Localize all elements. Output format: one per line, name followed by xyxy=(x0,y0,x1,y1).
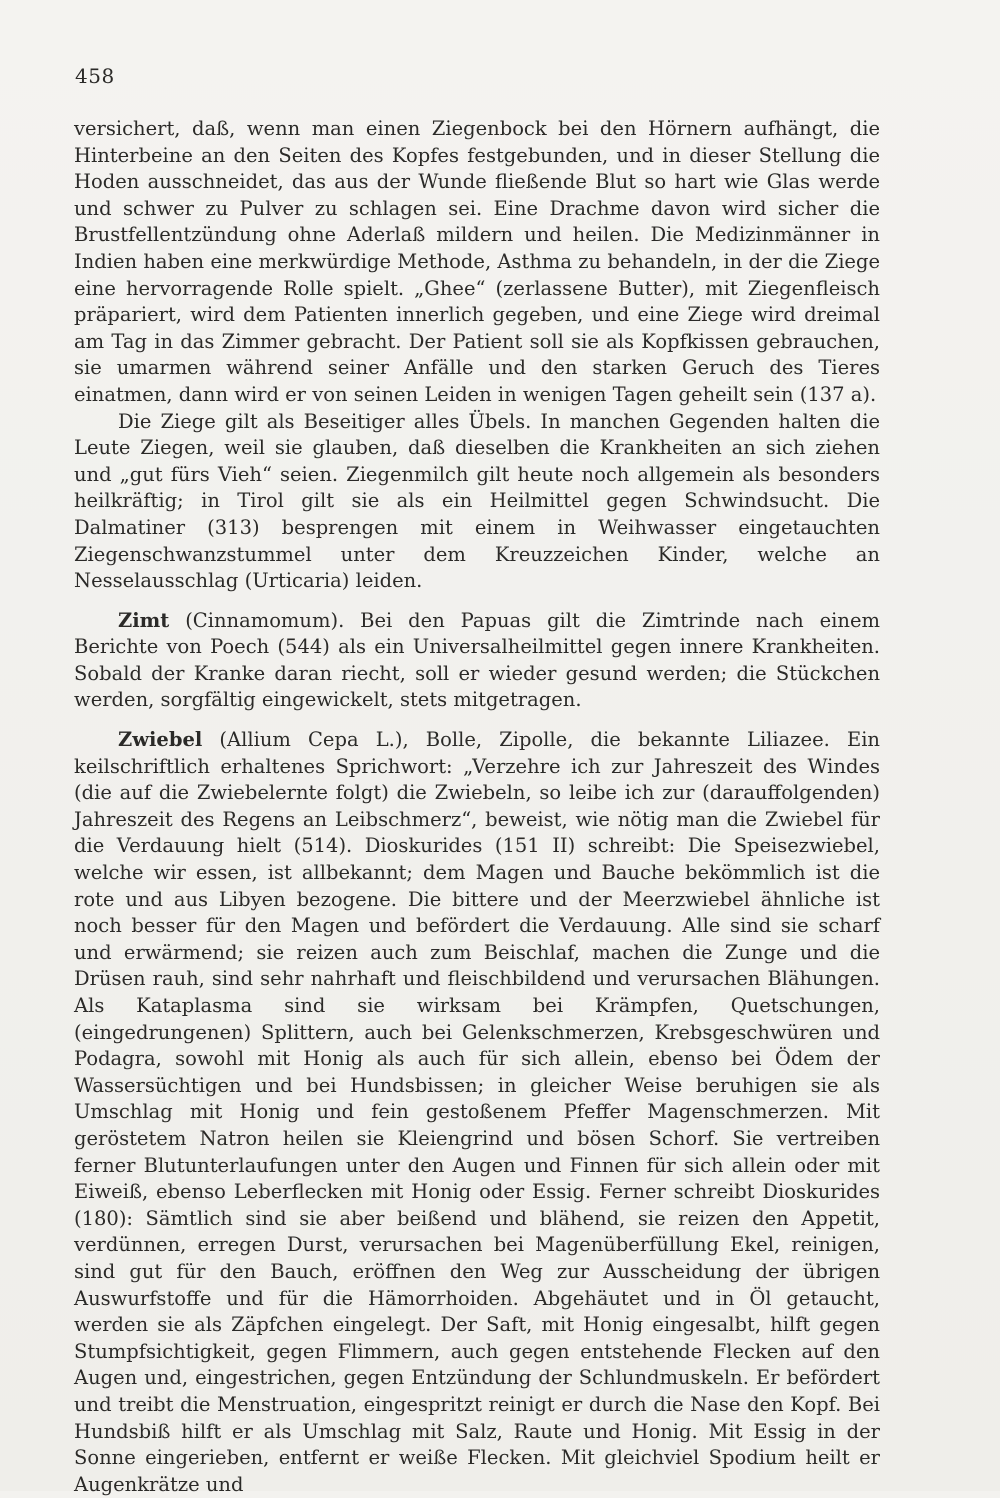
body-text xyxy=(74,116,880,1498)
paragraph-goat-remedy: versichert, daß, wenn man einen Ziegenbock bei den Hörnern aufhängt, die Hinterbeine an den Seiten des Kopfes festgebunden, und in dieser Stellung die Hoden ausschneidet, das aus der Wunde fließende Blut so hart wie Glas werde und schwer zu Pulver zu schlagen sei. Eine Drachme davon wird sicher die Brustfellentzündung ohne Aderlaß mildern und heilen. Die Medizinmänner in Indien haben eine merkwürdige Methode, Asthma zu behandeln, in der die Ziege eine hervorragende Rolle spielt. „Ghee“ (zerlassene Butter), mit Ziegenfleisch präpariert, wird dem Patienten innerlich gegeben, und eine Ziege wird dreimal am Tag in das Zimmer gebracht. Der Patient soll sie als Kopfkissen gebrauchen, sie umarmen während seiner Anfälle und den starken Geruch des Tieres einatmen, dann wird er von seinen Leiden in wenigen Tagen geheilt sein (137 a). xyxy=(74,117,880,406)
entry-heading-zimt: Zimt xyxy=(118,608,170,632)
page-number: 458 xyxy=(75,64,115,88)
entry-zimt xyxy=(74,608,880,714)
paragraph-goat-beliefs: Die Ziege gilt als Beseitiger alles Übels. In manchen Gegenden halten die Leute Ziegen, weil sie glauben, daß dieselben die Krankheiten an sich ziehen und „gut fürs Vieh“ seien. Ziegenmilch gilt heute noch allgemein als besonders heilkräftig; in Tirol gilt sie als ein Heilmittel gegen Schwindsucht. Die Dalmatiner (313) besprengen mit einem in Weihwasser eingetauchten Ziegenschwanzstummel unter dem Kreuzzeichen Kinder, welche an Nesselausschlag (Urticaria) leiden. xyxy=(74,409,880,593)
entry-text-zimt: (Cinnamomum). Bei den Papuas gilt die Zimtrinde nach einem Berichte von Poech (544) als ein Universalheilmittel gegen innere Krankheiten. Sobald der Kranke daran riecht, soll er wieder gesund werden; die Stückchen werden, sorgfältig eingewickelt, stets mitgetragen. xyxy=(74,608,880,712)
entry-zwiebel xyxy=(74,727,880,1498)
entry-text-zwiebel: (Allium Cepa L.), Bolle, Zipolle, die bekannte Liliazee. Ein keilschriftlich erhaltenes Sprichwort: „Verzehre ich zur Jahreszeit des Windes (die auf die Zwiebelernte folgt) die Zwiebeln, so leibe ich zur (darauffolgenden) Jahreszeit des Regens an Leibschmerz“, beweist, wie nötig man die Zwiebel für die Verdauung hielt (514). Dioskurides (151 II) schreibt: Die Speisezwiebel, welche wir essen, ist allbekannt; dem Magen und Bauche bekömmlich ist die rote und aus Libyen bezogene. Die bittere und der Meerzwiebel ähnliche ist noch besser für den Magen und befördert die Verdauung. Alle sind sie scharf und erwärmend; sie reizen auch zum Beischlaf, machen die Zunge und die Drüsen rauh, sind sehr nahrhaft und fleischbildend und verursachen Blähungen. Als Kataplasma sind sie wirksam bei Krämpfen, Quetschungen, (eingedrungenen) Splittern, auch bei Gelenkschmerzen, Krebsgeschwüren und Podagra, sowohl mit Honig als auch für sich allein, ebenso bei Ödem der Wassersüchtigen und bei Hundsbissen; in gleicher Weise beruhigen sie als Umschlag mit Honig und fein gestoßenem Pfeffer Magenschmerzen. Mit geröstetem Natron heilen sie Kleiengrind und bösen Schorf. Sie vertreiben ferner Blutunterlaufungen unter den Augen und Finnen für sich allein oder mit Eiweiß, ebenso Leberflecken mit Honig oder Essig. Ferner schreibt Dioskurides (180): Sämtlich sind sie aber beißend und blähend, sie reizen den Appetit, verdünnen, erregen Durst, verursachen bei Magenüberfüllung Ekel, reinigen, sind gut für den Bauch, eröffnen den Weg zur Ausscheidung der übrigen Auswurfstoffe und für die Hämorrhoiden. Abgehäutet und in Öl getaucht, werden sie als Zäpfchen eingelegt. Der Saft, mit Honig eingesalbt, hilft gegen Stumpfsichtigkeit, gegen Flimmern, auch gegen entstehende Flecken auf den Augen und, eingestrichen, gegen Entzündung der Schlundmuskeln. Er befördert und treibt die Menstruation, eingespritzt reinigt er durch die Nase den Kopf. Bei Hundsbiß hilft er als Umschlag mit Salz, Raute und Honig. Mit Essig in der Sonne eingerieben, entfernt er weiße Flecken. Mit gleichviel Spodium heilt er Augenkrätze und xyxy=(74,728,880,1496)
entry-heading-zwiebel: Zwiebel xyxy=(118,728,203,752)
